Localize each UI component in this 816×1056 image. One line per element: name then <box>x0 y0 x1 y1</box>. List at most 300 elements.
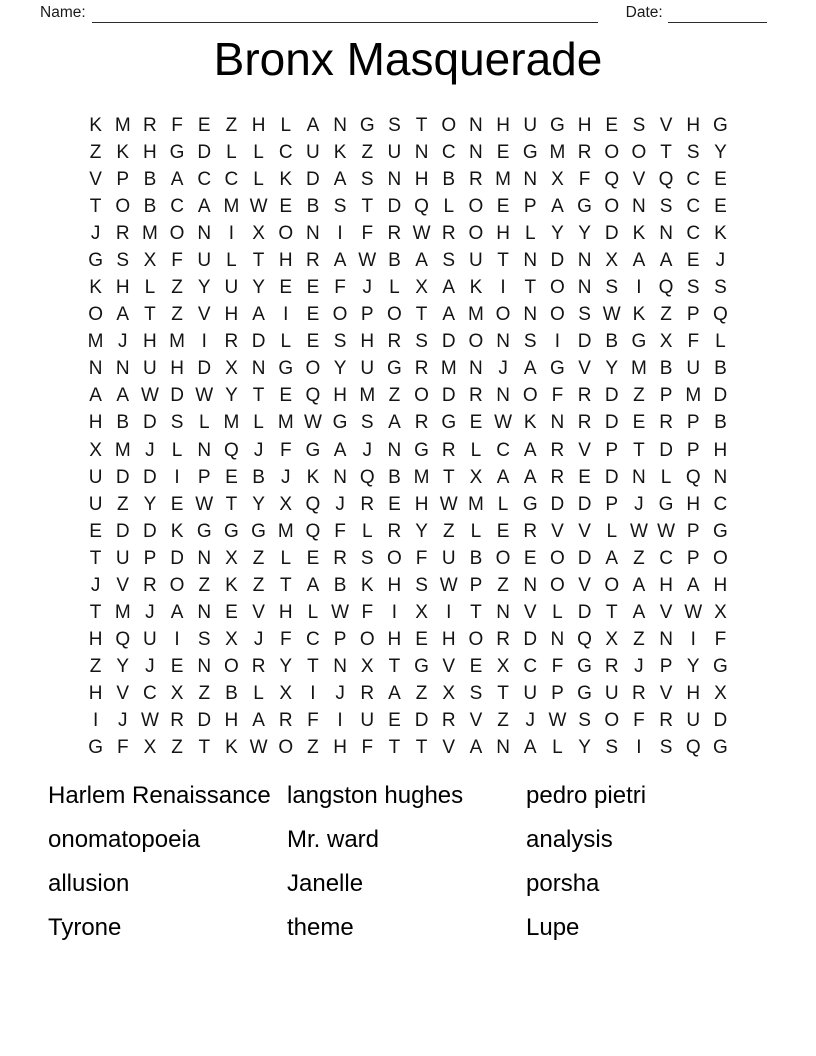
grid-letter: E <box>469 656 483 678</box>
grid-letter: D <box>143 412 157 434</box>
grid-letter: T <box>442 466 455 488</box>
grid-letter: G <box>387 358 402 380</box>
grid-letter: H <box>278 602 293 624</box>
grid-letter: Q <box>224 439 239 461</box>
grid-letter: R <box>441 222 456 244</box>
grid-letter: L <box>715 331 726 353</box>
grid-letter: R <box>387 222 402 244</box>
grid-letter: O <box>550 304 565 326</box>
grid-letter: N <box>659 222 673 244</box>
grid-letter: C <box>713 493 728 515</box>
grid-letter: D <box>550 249 565 271</box>
grid-letter: G <box>577 656 592 678</box>
grid-letter: N <box>197 602 212 624</box>
grid-letter: X <box>469 466 483 488</box>
grid-letter: P <box>360 304 374 326</box>
grid-letter: R <box>414 358 429 380</box>
grid-letter: Z <box>361 141 374 163</box>
grid-letter: L <box>226 141 237 163</box>
grid-letter: R <box>387 520 402 542</box>
grid-letter: Z <box>89 656 102 678</box>
grid-letter: T <box>89 602 102 624</box>
grid-letter: R <box>577 412 592 434</box>
grid-letter: E <box>197 114 211 136</box>
grid-letter: B <box>143 195 157 217</box>
grid-letter: O <box>278 222 294 244</box>
grid-letter: V <box>469 710 483 732</box>
word-list-item: Tyrone <box>48 914 122 941</box>
grid-letter: F <box>171 249 183 271</box>
grid-letter: O <box>604 574 620 596</box>
grid-letter: U <box>115 547 130 569</box>
grid-letter: N <box>306 222 320 244</box>
grid-letter: D <box>306 168 320 190</box>
grid-letter: R <box>224 331 239 353</box>
word-list-item: langston hughes <box>287 782 464 809</box>
grid-letter: Z <box>198 574 211 596</box>
grid-letter: L <box>552 737 563 759</box>
grid-letter: W <box>195 385 214 407</box>
grid-letter: D <box>441 331 456 353</box>
grid-letter: C <box>659 547 673 569</box>
grid-letter: H <box>713 439 728 461</box>
grid-letter: D <box>115 466 130 488</box>
grid-letter: F <box>279 439 292 461</box>
grid-letter: D <box>441 385 456 407</box>
grid-letter: X <box>225 629 238 651</box>
grid-letter: P <box>686 439 700 461</box>
grid-letter: N <box>577 277 592 299</box>
grid-letter: S <box>523 331 537 353</box>
grid-letter: N <box>523 574 538 596</box>
grid-letter: T <box>633 439 645 461</box>
grid-letter: G <box>522 141 538 163</box>
grid-letter: Z <box>198 683 211 705</box>
grid-letter: T <box>252 385 265 407</box>
grid-letter: F <box>334 520 346 542</box>
grid-letter: N <box>496 602 510 624</box>
grid-letter: E <box>523 547 537 569</box>
grid-letter: J <box>117 331 128 353</box>
grid-letter: V <box>659 602 673 624</box>
grid-letter: V <box>116 683 130 705</box>
grid-letter: D <box>170 547 184 569</box>
grid-letter: N <box>115 358 130 380</box>
grid-letter: X <box>225 547 238 569</box>
grid-letter: S <box>578 710 591 732</box>
grid-letter: A <box>333 249 347 271</box>
grid-letter: B <box>388 249 401 271</box>
grid-letter: N <box>496 737 510 759</box>
grid-letter: G <box>88 249 103 271</box>
grid-letter: O <box>550 547 565 569</box>
grid-letter: A <box>442 277 456 299</box>
grid-letter: B <box>605 331 619 353</box>
grid-letter: C <box>306 629 320 651</box>
grid-letter: O <box>468 629 484 651</box>
grid-letter: W <box>439 574 458 596</box>
grid-letter: G <box>414 656 429 678</box>
grid-letter: Q <box>577 629 592 651</box>
grid-letter: H <box>496 114 510 136</box>
grid-letter: R <box>170 710 184 732</box>
grid-letter: Y <box>225 385 238 407</box>
grid-letter: G <box>251 520 266 542</box>
grid-letter: D <box>713 710 728 732</box>
grid-letter: H <box>686 493 701 515</box>
grid-letter: S <box>469 683 483 705</box>
grid-letter: V <box>578 439 591 461</box>
grid-letter: M <box>359 385 376 407</box>
grid-letter: S <box>333 195 347 217</box>
grid-letter: R <box>604 656 619 678</box>
grid-letter: I <box>337 222 343 244</box>
grid-letter: I <box>283 304 289 326</box>
grid-letter: U <box>469 249 483 271</box>
page-title: Bronx Masquerade <box>213 33 603 85</box>
grid-letter: W <box>494 412 513 434</box>
grid-letter: M <box>685 385 702 407</box>
grid-letter: E <box>225 602 238 624</box>
grid-letter: V <box>442 656 456 678</box>
grid-letter: U <box>306 141 320 163</box>
grid-letter: X <box>605 249 619 271</box>
grid-letter: N <box>197 547 212 569</box>
grid-letter: A <box>388 683 401 705</box>
grid-letter: Q <box>305 385 321 407</box>
grid-letter: N <box>713 466 728 488</box>
grid-letter: S <box>170 412 184 434</box>
grid-letter: L <box>389 277 400 299</box>
grid-letter: O <box>495 547 511 569</box>
grid-letter: C <box>496 439 510 461</box>
grid-letter: I <box>500 277 506 299</box>
grid-letter: A <box>116 304 130 326</box>
grid-letter: Q <box>658 277 674 299</box>
grid-letter: U <box>197 249 212 271</box>
grid-letter: E <box>225 466 238 488</box>
grid-letter: Y <box>197 277 211 299</box>
grid-letter: V <box>116 574 130 596</box>
grid-letter: H <box>333 737 347 759</box>
grid-letter: Y <box>551 222 564 244</box>
grid-letter: S <box>714 277 727 299</box>
grid-letter: P <box>686 304 700 326</box>
grid-letter: L <box>280 331 292 353</box>
grid-letter: A <box>388 412 401 434</box>
grid-letter: I <box>92 710 99 732</box>
grid-letter: R <box>333 547 347 569</box>
grid-letter: F <box>415 547 428 569</box>
grid-letter: N <box>632 195 646 217</box>
grid-letter: M <box>630 358 647 380</box>
grid-letter: P <box>197 466 211 488</box>
grid-letter: O <box>550 574 565 596</box>
grid-letter: D <box>604 466 619 488</box>
grid-letter: I <box>174 629 180 651</box>
grid-letter: F <box>714 629 727 651</box>
grid-letter: C <box>523 656 538 678</box>
grid-letter: A <box>333 168 347 190</box>
grid-letter: N <box>197 222 212 244</box>
grid-letter: O <box>522 385 538 407</box>
grid-letter: S <box>605 277 619 299</box>
grid-letter: A <box>632 602 646 624</box>
grid-letter: W <box>140 385 159 407</box>
grid-letter: T <box>198 737 211 759</box>
grid-letter: I <box>554 331 561 353</box>
grid-letter: S <box>197 629 211 651</box>
grid-letter: N <box>333 466 347 488</box>
grid-letter: I <box>228 222 235 244</box>
grid-letter: O <box>88 304 103 326</box>
grid-letter: O <box>224 656 239 678</box>
grid-letter: U <box>143 358 157 380</box>
grid-letter: R <box>523 520 538 542</box>
grid-letter: C <box>686 195 701 217</box>
grid-letter: H <box>659 574 673 596</box>
name-label: Name: <box>40 4 86 21</box>
grid-letter: R <box>143 114 157 136</box>
grid-letter: Q <box>305 493 321 515</box>
grid-letter: H <box>414 168 429 190</box>
grid-letter: A <box>170 168 184 190</box>
grid-letter: H <box>88 683 103 705</box>
grid-letter: A <box>89 385 102 407</box>
grid-letter: A <box>170 602 184 624</box>
grid-letter: S <box>605 737 619 759</box>
grid-letter: E <box>415 629 428 651</box>
grid-letter: H <box>441 629 456 651</box>
grid-letter: I <box>446 602 452 624</box>
grid-letter: J <box>280 466 291 488</box>
grid-letter: L <box>226 249 237 271</box>
grid-letter: H <box>713 574 728 596</box>
grid-letter: L <box>606 520 618 542</box>
grid-letter: U <box>686 358 701 380</box>
grid-letter: K <box>225 737 238 759</box>
grid-letter: P <box>605 439 619 461</box>
grid-letter: B <box>714 358 727 380</box>
grid-letter: H <box>170 358 184 380</box>
grid-letter: R <box>659 412 673 434</box>
grid-letter: M <box>223 412 240 434</box>
grid-letter: O <box>387 547 402 569</box>
grid-letter: L <box>198 412 210 434</box>
grid-letter: E <box>496 520 510 542</box>
grid-letter: V <box>659 114 673 136</box>
grid-letter: P <box>605 493 619 515</box>
grid-letter: O <box>414 385 429 407</box>
grid-letter: E <box>388 493 401 515</box>
grid-letter: X <box>659 331 673 353</box>
grid-letter: A <box>523 737 537 759</box>
grid-letter: O <box>468 331 484 353</box>
grid-letter: F <box>361 737 374 759</box>
grid-letter: K <box>170 520 184 542</box>
grid-letter: R <box>143 574 157 596</box>
grid-letter: J <box>145 602 155 624</box>
grid-letter: J <box>117 710 128 732</box>
grid-letter: D <box>197 710 212 732</box>
grid-letter: M <box>169 331 185 353</box>
grid-letter: E <box>306 331 320 353</box>
grid-letter: H <box>387 574 402 596</box>
grid-letter: K <box>714 222 727 244</box>
word-list-item: analysis <box>526 826 613 853</box>
grid-letter: O <box>604 710 620 732</box>
grid-letter: S <box>659 195 673 217</box>
grid-letter: R <box>360 493 375 515</box>
grid-letter: H <box>333 385 347 407</box>
grid-letter: H <box>224 304 239 326</box>
grid-letter: J <box>145 656 155 678</box>
grid-letter: D <box>604 385 619 407</box>
grid-letter: W <box>249 195 268 217</box>
grid-letter: Y <box>686 656 700 678</box>
grid-letter: N <box>523 168 538 190</box>
grid-letter: F <box>361 602 374 624</box>
grid-letter: C <box>224 168 239 190</box>
grid-letter: P <box>143 547 157 569</box>
grid-letter: T <box>252 249 265 271</box>
grid-letter: E <box>306 547 320 569</box>
grid-letter: U <box>686 710 701 732</box>
grid-letter: E <box>496 141 510 163</box>
grid-letter: P <box>659 656 673 678</box>
grid-letter: R <box>441 710 456 732</box>
grid-letter: H <box>115 277 130 299</box>
grid-letter: N <box>469 358 483 380</box>
grid-letter: T <box>415 304 428 326</box>
grid-letter: A <box>523 439 537 461</box>
grid-letter: J <box>498 358 508 380</box>
grid-letter: T <box>415 114 428 136</box>
grid-letter: R <box>632 683 646 705</box>
grid-letter: K <box>225 574 238 596</box>
grid-letter: S <box>686 141 700 163</box>
grid-letter: W <box>140 710 159 732</box>
word-list-item: onomatopoeia <box>48 826 201 853</box>
grid-letter: Z <box>442 520 455 542</box>
grid-letter: Q <box>685 737 701 759</box>
grid-letter: Q <box>685 466 701 488</box>
grid-letter: X <box>279 493 293 515</box>
grid-letter: E <box>89 520 102 542</box>
grid-letter: D <box>577 493 592 515</box>
grid-letter: V <box>523 602 537 624</box>
grid-letter: N <box>659 629 673 651</box>
grid-letter: G <box>278 358 294 380</box>
grid-letter: O <box>604 141 620 163</box>
grid-letter: N <box>88 358 103 380</box>
grid-letter: V <box>442 737 456 759</box>
grid-letter: S <box>686 277 700 299</box>
grid-letter: G <box>169 141 185 163</box>
grid-letter: N <box>496 331 510 353</box>
grid-letter: G <box>550 358 565 380</box>
grid-letter: X <box>143 737 157 759</box>
grid-letter: H <box>577 114 592 136</box>
grid-letter: N <box>197 439 212 461</box>
grid-letter: G <box>414 439 429 461</box>
grid-letter: I <box>636 737 642 759</box>
grid-letter: G <box>332 412 348 434</box>
grid-letter: Z <box>415 683 428 705</box>
grid-letter: F <box>307 710 319 732</box>
grid-letter: W <box>684 602 703 624</box>
grid-letter: L <box>552 602 563 624</box>
grid-letter: H <box>686 114 701 136</box>
grid-letter: M <box>277 412 294 434</box>
grid-letter: T <box>89 195 102 217</box>
grid-letter: G <box>305 439 321 461</box>
grid-letter: A <box>306 114 320 136</box>
grid-letter: Z <box>497 574 509 596</box>
grid-letter: M <box>440 358 457 380</box>
grid-letter: J <box>335 493 345 515</box>
grid-letter: E <box>496 195 510 217</box>
grid-letter: R <box>115 222 130 244</box>
grid-letter: G <box>550 114 565 136</box>
grid-letter: Z <box>252 547 265 569</box>
grid-letter: Y <box>333 358 347 380</box>
grid-letter: A <box>605 547 619 569</box>
grid-letter: D <box>170 385 184 407</box>
grid-letter: L <box>524 222 536 244</box>
grid-letter: S <box>360 412 374 434</box>
grid-letter: F <box>171 114 183 136</box>
grid-letter: H <box>88 412 103 434</box>
grid-letter: L <box>660 466 672 488</box>
grid-letter: K <box>89 277 102 299</box>
grid-letter: M <box>277 520 294 542</box>
grid-letter: M <box>413 466 430 488</box>
grid-letter: K <box>116 141 130 163</box>
grid-letter: I <box>391 602 398 624</box>
grid-letter: L <box>497 493 509 515</box>
grid-letter: W <box>439 493 458 515</box>
grid-letter: M <box>223 195 240 217</box>
grid-letter: W <box>195 493 214 515</box>
grid-letter: K <box>306 466 320 488</box>
grid-letter: H <box>278 249 293 271</box>
grid-letter: Q <box>604 168 620 190</box>
grid-letter: Y <box>415 520 428 542</box>
grid-letter: L <box>253 168 264 190</box>
grid-letter: X <box>496 656 510 678</box>
grid-letter: F <box>551 385 564 407</box>
grid-letter: E <box>605 114 619 136</box>
grid-letter: O <box>332 304 348 326</box>
grid-letter: M <box>114 602 131 624</box>
grid-letter: R <box>496 629 510 651</box>
grid-letter: Z <box>116 493 129 515</box>
word-list-column <box>526 774 770 950</box>
grid-letter: S <box>415 331 428 353</box>
grid-letter: B <box>388 466 401 488</box>
grid-letter: X <box>551 168 564 190</box>
grid-letter: E <box>279 277 293 299</box>
grid-letter: A <box>252 304 265 326</box>
grid-letter: X <box>170 683 184 705</box>
grid-letter: Z <box>660 304 672 326</box>
grid-letter: O <box>550 277 565 299</box>
grid-letter: U <box>441 547 456 569</box>
grid-letter: V <box>89 168 102 190</box>
grid-letter: D <box>577 547 592 569</box>
grid-letter: D <box>659 439 673 461</box>
